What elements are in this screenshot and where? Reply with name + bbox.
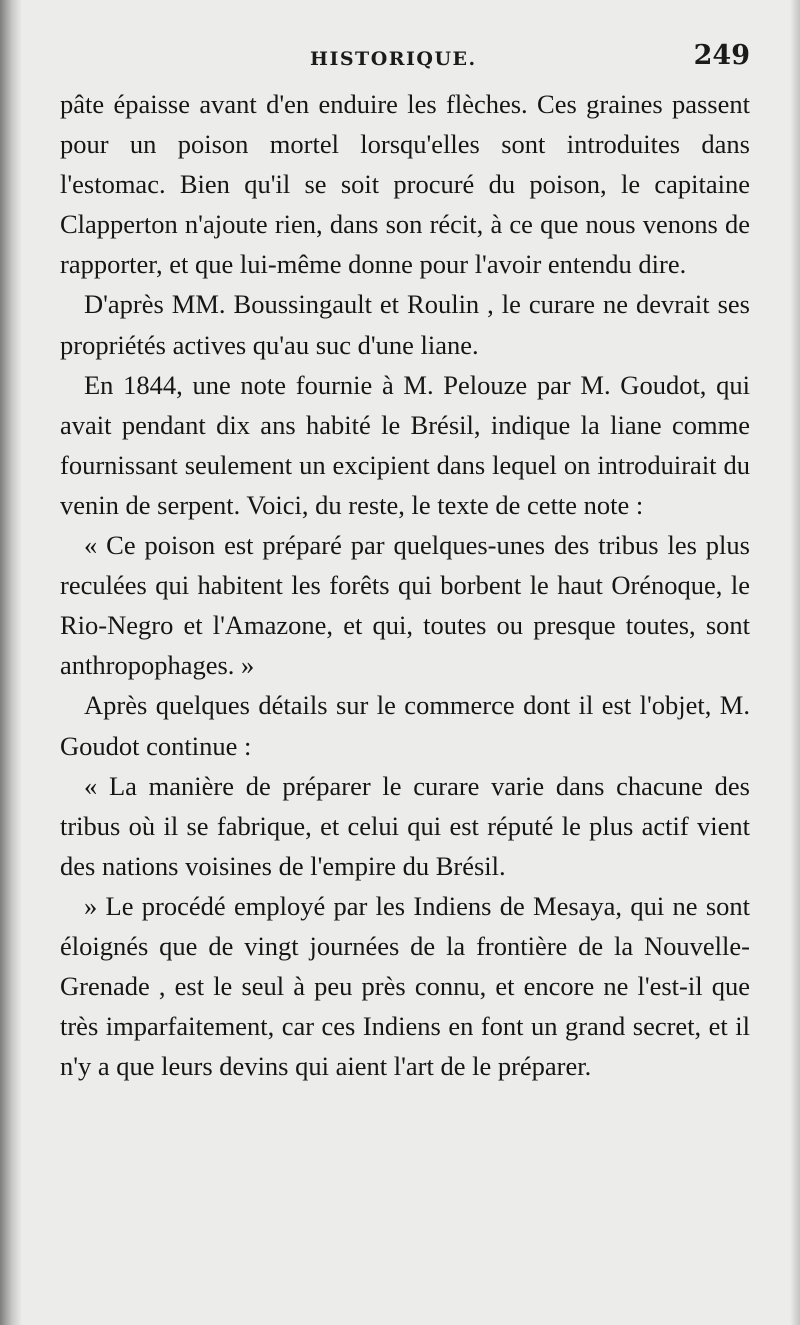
quote-paragraph: » Le procédé employé par les Indiens de Mesaya, qui ne sont éloignés que de vingt journées de la frontière de la Nouvelle-Grenade , est le seul à peu près connu, et encore ne l'est-il que très imparfaitement, car ces Indiens en font un grand secret, et il n'y a que leurs devins qui aient l'art de le préparer. bbox=[60, 890, 750, 1082]
page-header bbox=[60, 40, 750, 80]
paragraph: En 1844, une note fournie à M. Pelouze par M. Goudot, qui avait pendant dix ans habité le Brésil, indique la liane comme fournissant seulement un excipient dans lequel on introduirait du venin de serpent. Voici, du reste, le texte de cette note : bbox=[60, 369, 750, 520]
running-head: HISTORIQUE. bbox=[310, 48, 477, 70]
paragraph-continuation: pâte épaisse avant d'en enduire les flèches. Ces graines passent pour un poison mortel lorsqu'elles sont introduites dans l'estomac. Bien qu'il se soit procuré du poison, le capitaine Clapperton n'ajoute rien, dans son récit, à ce que nous venons de rapporter, et que lui-même donne pour l'avoir entendu dire. bbox=[60, 89, 750, 280]
paragraph: D'après MM. Boussingault et Roulin , le curare ne devrait ses propriétés actives qu'au suc d'une liane. bbox=[60, 289, 750, 360]
body-text bbox=[60, 84, 750, 1086]
paragraph: Après quelques détails sur le commerce dont il est l'objet, M. Goudot continue : bbox=[60, 690, 750, 761]
page-number: 249 bbox=[693, 40, 750, 71]
quote-paragraph: « Ce poison est préparé par quelques-unes des tribus les plus reculées qui habitent les forêts qui borbent le haut Orénoque, le Rio-Negro et l'Amazone, et qui, toutes ou presque toutes, sont anthropophages. » bbox=[60, 530, 750, 681]
quote-paragraph: « La manière de préparer le curare varie dans chacune des tribus où il se fabrique, et celui qui est réputé le plus actif vient des nations voisines de l'empire du Brésil. bbox=[60, 770, 750, 881]
